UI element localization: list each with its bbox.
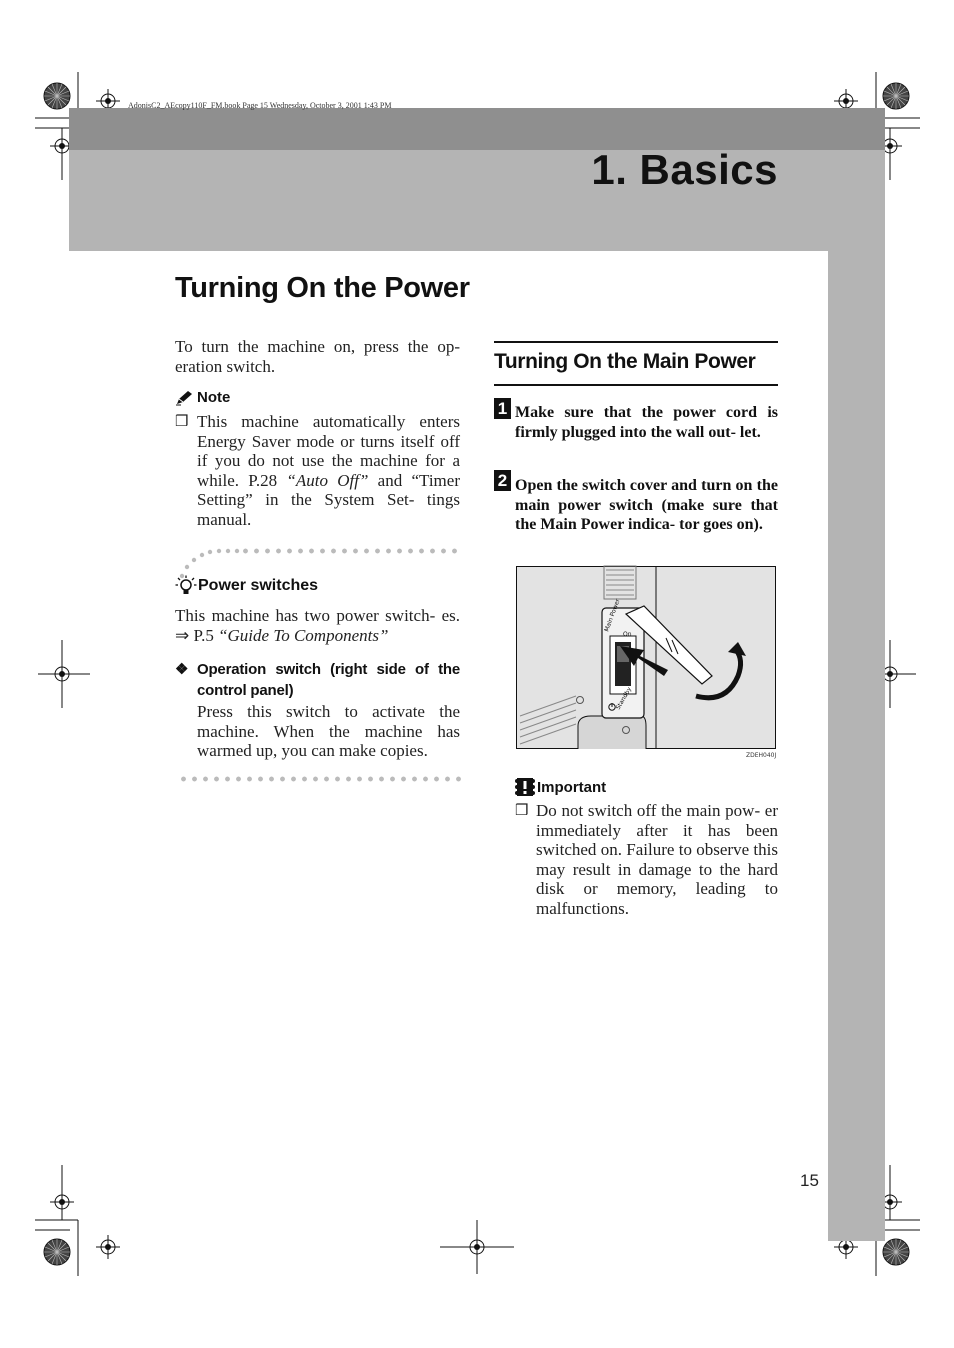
- step-1-text: Make sure that the power cord is firmly plugged into the wall out- let.: [515, 404, 778, 441]
- important-checkbox-icon: ❒: [515, 803, 529, 819]
- figure-code: ZDEH040J: [746, 752, 777, 759]
- tip-item-heading: Operation switch (right side of the control panel): [197, 661, 460, 699]
- tip-heading: [175, 575, 318, 597]
- subsection-rule-bottom: [494, 384, 778, 386]
- tip-title: Power switches: [198, 577, 319, 594]
- section-title: Turning On the Power: [175, 272, 470, 304]
- important-text: Do not switch off the main pow- er immediately after it has been switched on. Failure to observe this may result in damage to the hard disk or memory, leading to malfunctions.: [536, 801, 778, 918]
- note-label: Note: [197, 389, 231, 406]
- subsection-rule-top: [494, 341, 778, 343]
- important-label: Important: [537, 778, 607, 796]
- important-icon: [515, 777, 537, 797]
- note-text: This machine automatically enters Energy Saver mode or turns itself off if you do not use the machine for a while. P.28 “Auto Off” and “Timer Setting” in the System Set- tings manual.: [197, 412, 460, 529]
- note-checkbox-icon: ❒: [175, 414, 189, 430]
- main-power-switch-illustration: [516, 566, 777, 759]
- tip-item-text: Press this switch to activate the machine. When the machine has warmed up, you can make copies.: [197, 702, 460, 760]
- subsection-title: Turning On the Main Power: [494, 350, 756, 373]
- step-2-number: 2: [494, 470, 511, 491]
- note-heading: [175, 389, 230, 406]
- chapter-banner-top: [69, 108, 885, 150]
- step-2-text: Open the switch cover and turn on the main power switch (make sure that the Main Power indica- tor goes on).: [515, 477, 778, 533]
- pencil-icon: [175, 390, 195, 406]
- on-label: On: [623, 631, 632, 638]
- tip-item-bullet: ❖: [175, 661, 189, 678]
- intro-paragraph: To turn the machine on, press the op- eration switch.: [175, 337, 460, 376]
- print-header-note: AdonisC2_AEcopy110F_FM.book Page 15 Wednesday, October 3, 2001 1:43 PM: [128, 101, 392, 110]
- step-1-number: 1: [494, 398, 511, 419]
- lightbulb-icon: [175, 575, 197, 597]
- important-heading: [515, 777, 606, 797]
- main-power-label: Main Power: [603, 597, 622, 633]
- page-number: 15: [800, 1171, 819, 1190]
- chapter-title: 1. Basics: [591, 146, 778, 193]
- standby-label: Standby: [614, 686, 634, 711]
- tip-text: This machine has two power switch- es. ⇒ P.5 “Guide To Components”: [175, 606, 460, 645]
- tip-box-bottom-border: [178, 776, 462, 782]
- side-tab: [828, 251, 885, 1241]
